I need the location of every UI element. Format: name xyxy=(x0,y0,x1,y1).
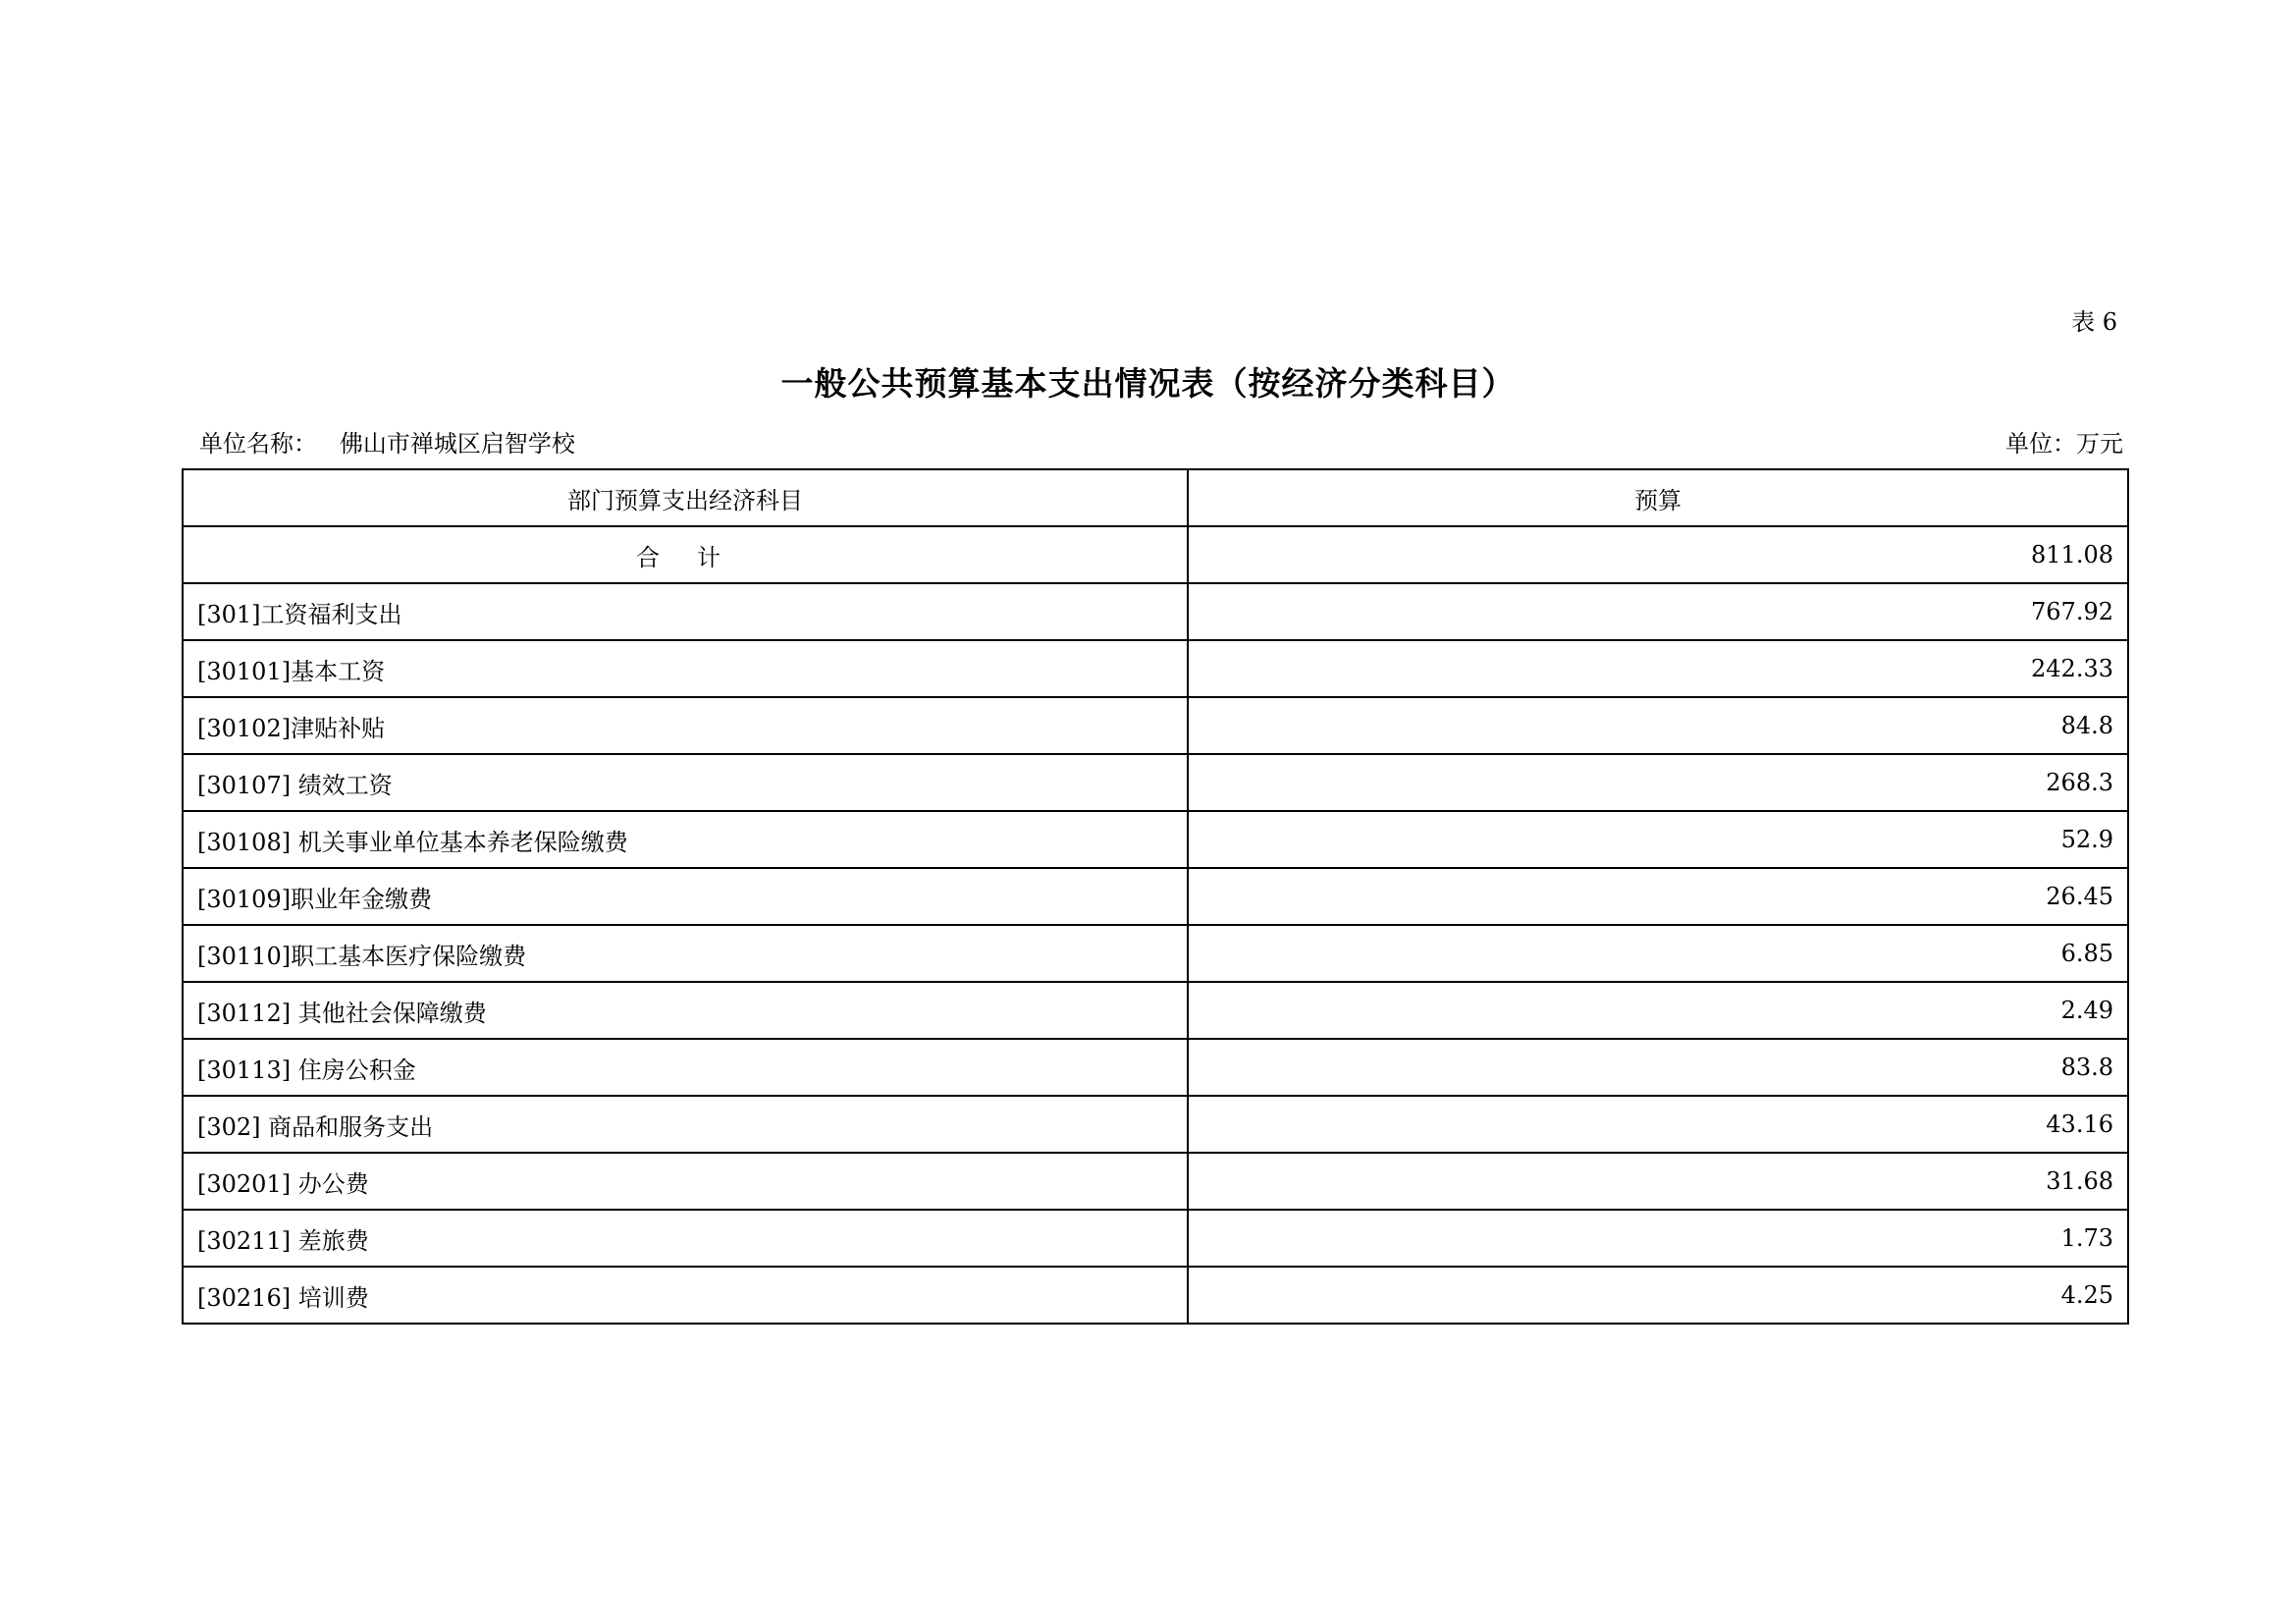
meta-row xyxy=(199,424,2123,459)
table-row xyxy=(183,1210,2128,1267)
row-value: 242.33 xyxy=(1188,640,2128,697)
table-row xyxy=(183,640,2128,697)
total-row xyxy=(183,526,2128,583)
row-value: 31.68 xyxy=(1188,1153,2128,1210)
unit-name-label: 单位名称： xyxy=(199,430,317,458)
row-item: [30109]职业年金缴费 xyxy=(183,868,1188,925)
row-item: [30113] 住房公积金 xyxy=(183,1039,1188,1096)
row-value: 6.85 xyxy=(1188,925,2128,982)
row-item: [30211] 差旅费 xyxy=(183,1210,1188,1267)
table-header-row xyxy=(183,469,2128,526)
row-value: 268.3 xyxy=(1188,754,2128,811)
unit-name-value: 佛山市禅城区启智学校 xyxy=(339,430,575,458)
budget-table xyxy=(182,468,2129,1325)
row-value: 43.16 xyxy=(1188,1096,2128,1153)
row-item: [301]工资福利支出 xyxy=(183,583,1188,640)
table-row xyxy=(183,754,2128,811)
row-item: [30201] 办公费 xyxy=(183,1153,1188,1210)
table-number: 表 6 xyxy=(2071,308,2117,336)
column-header-budget: 预算 xyxy=(1188,469,2128,526)
table-row xyxy=(183,811,2128,868)
page-title: 一般公共预算基本支出情况表（按经济分类科目） xyxy=(780,364,1516,403)
row-value: 52.9 xyxy=(1188,811,2128,868)
row-value: 1.73 xyxy=(1188,1210,2128,1267)
table-row xyxy=(183,1153,2128,1210)
table-row xyxy=(183,697,2128,754)
table-row xyxy=(183,1096,2128,1153)
total-label: 合计 xyxy=(183,526,1188,583)
table-row xyxy=(183,868,2128,925)
unit-name-block xyxy=(199,424,575,459)
row-item: [30102]津贴补贴 xyxy=(183,697,1188,754)
row-item: [30107] 绩效工资 xyxy=(183,754,1188,811)
table-row xyxy=(183,982,2128,1039)
row-value: 83.8 xyxy=(1188,1039,2128,1096)
row-value: 4.25 xyxy=(1188,1267,2128,1324)
row-value: 84.8 xyxy=(1188,697,2128,754)
row-item: [30101]基本工资 xyxy=(183,640,1188,697)
row-item: [30112] 其他社会保障缴费 xyxy=(183,982,1188,1039)
row-value: 26.45 xyxy=(1188,868,2128,925)
row-item: [30216] 培训费 xyxy=(183,1267,1188,1324)
row-item: [302] 商品和服务支出 xyxy=(183,1096,1188,1153)
total-value: 811.08 xyxy=(1188,526,2128,583)
table-row xyxy=(183,1267,2128,1324)
column-header-item: 部门预算支出经济科目 xyxy=(183,469,1188,526)
row-value: 767.92 xyxy=(1188,583,2128,640)
table-row xyxy=(183,925,2128,982)
row-value: 2.49 xyxy=(1188,982,2128,1039)
row-item: [30110]职工基本医疗保险缴费 xyxy=(183,925,1188,982)
row-item: [30108] 机关事业单位基本养老保险缴费 xyxy=(183,811,1188,868)
table-row xyxy=(183,1039,2128,1096)
currency-unit-label: 单位：万元 xyxy=(2005,430,2123,458)
table-row xyxy=(183,583,2128,640)
